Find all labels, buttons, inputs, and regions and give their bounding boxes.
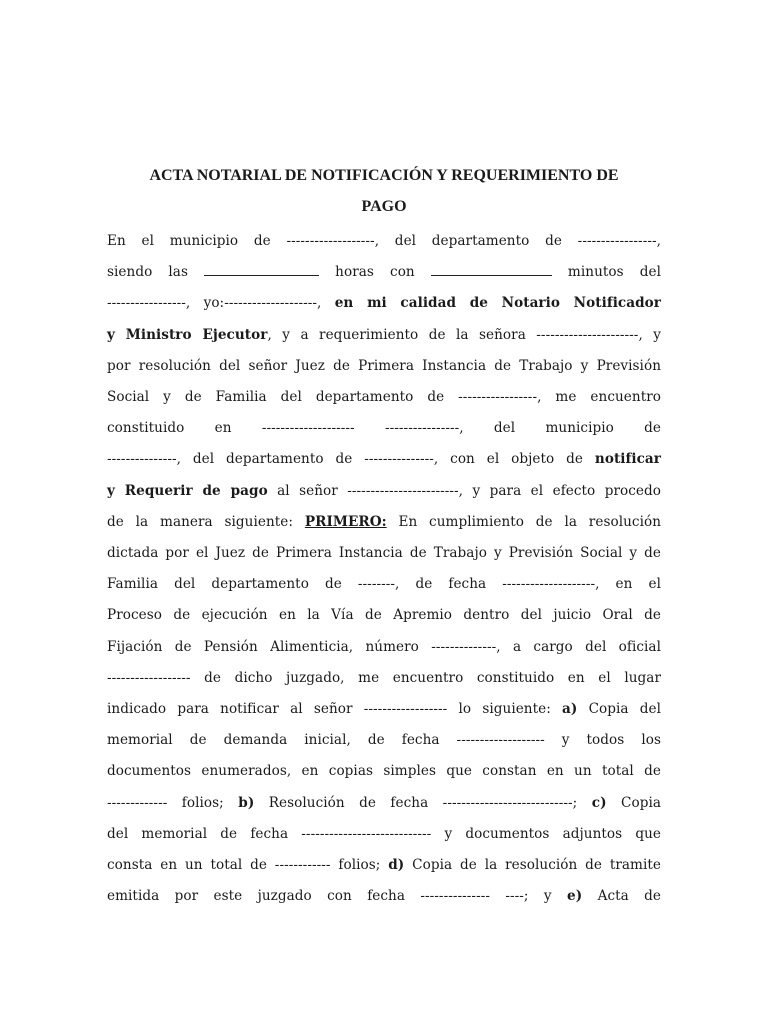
body-line-11: dictada por el Juez de Primera Instancia de Trabajo y Previsión Social y de [107, 545, 661, 562]
body-line-3: -----------------, yo:--------------------, en mi calidad de Notario Notificador [107, 295, 661, 312]
body-line-4: y Ministro Ejecutor, y a requerimiento de la señora ----------------------, y [107, 326, 661, 343]
document-page [107, 160, 661, 912]
body-line-2: siendo las horas con minutos del [107, 264, 661, 281]
body-line-13: Proceso de ejecución en la Vía de Apremio dentro del juicio Oral de [107, 607, 661, 624]
body-line-21: consta en un total de ------------ folios; d) Copia de la resolución de tramite [107, 857, 662, 874]
body-line-6: Social y de Familia del departamento de -----------------, me encuentro [107, 389, 661, 406]
document-body [107, 226, 661, 912]
body-line-22: emitida por este juzgado con fecha --------------- ----; y e) Acta de [107, 888, 661, 905]
body-line-19: ------------- folios; b) Resolución de fecha ----------------------------; c) Copia [107, 794, 662, 811]
body-line-12: Familia del departamento de --------, de fecha --------------------, en el [107, 576, 661, 593]
body-line-20: del memorial de fecha ---------------------------- y documentos adjuntos que [107, 825, 661, 842]
body-line-14: Fijación de Pensión Alimenticia, número --------------, a cargo del oficial [107, 638, 661, 655]
body-line-16: indicado para notificar al señor ------------------ lo siguiente: a) Copia del [107, 701, 661, 718]
document-title [107, 160, 661, 222]
title-line-2: PAGO [361, 198, 407, 215]
body-line-8: ---------------, del departamento de ---------------, con el objeto de notificar [107, 451, 661, 468]
body-line-1: En el municipio de -------------------, del departamento de -----------------, [107, 233, 661, 249]
body-line-9: y Requerir de pago al señor ------------------------, y para el efecto procedo [107, 482, 661, 499]
minutes-blank [431, 262, 552, 276]
body-line-17: memorial de demanda inicial, de fecha ------------------- y todos los [107, 732, 661, 749]
hours-blank [204, 262, 319, 276]
body-line-5: por resolución del señor Juez de Primera Instancia de Trabajo y Previsión [107, 357, 661, 374]
body-line-15: ------------------ de dicho juzgado, me encuentro constituido en el lugar [107, 669, 661, 686]
body-line-18: documentos enumerados, en copias simples que constan en un total de [107, 763, 661, 780]
title-line-1: ACTA NOTARIAL DE NOTIFICACIÓN Y REQUERIMIENTO DE [149, 167, 619, 184]
body-line-7: constituido en -------------------- ----------------, del municipio de [107, 420, 661, 437]
body-line-10: de la manera siguiente: PRIMERO: En cumplimiento de la resolución [107, 513, 662, 530]
